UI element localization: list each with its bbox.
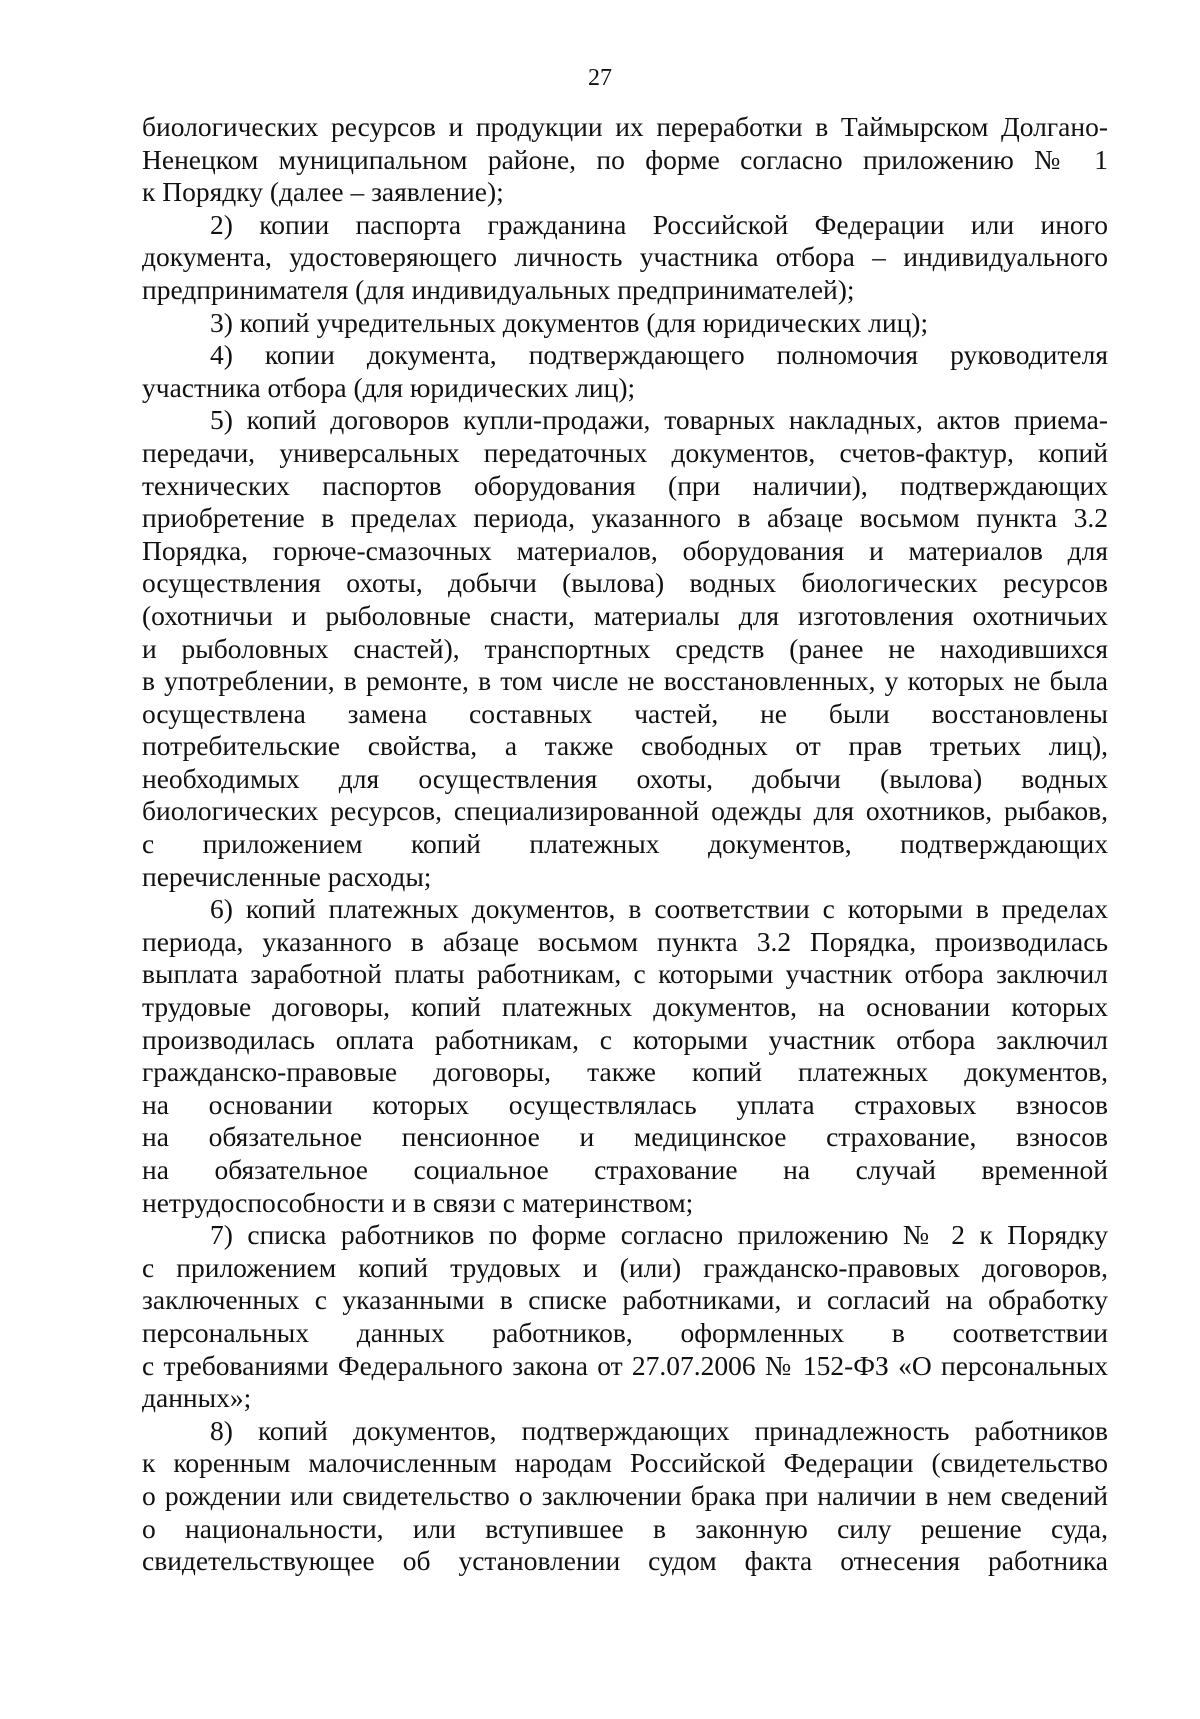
text-line: 6) копий платежных документов, в соответствии с которыми в пределах: [210, 893, 1108, 925]
text-line: данных»;: [142, 1382, 252, 1414]
text-line: 5) копий договоров купли-продажи, товарных накладных, актов приема-: [210, 404, 1108, 436]
text-line: Порядка, горюче-смазочных материалов, оборудования и материалов для: [142, 534, 1108, 566]
text-line: производилась оплата работникам, с которыми участник отбора заключил: [142, 1023, 1108, 1055]
text-line: нетрудоспособности и в связи с материнством;: [142, 1186, 694, 1218]
text-line: заключенных с указанными в списке работниками, и согласий на обработку: [142, 1284, 1108, 1316]
text-line: (охотничьи и рыболовные снасти, материалы для изготовления охотничьих: [142, 599, 1108, 631]
text-line: Ненецком муниципальном районе, по форме согласно приложению № 1: [142, 143, 1108, 175]
text-line: 4) копии документа, подтверждающего полномочия руководителя: [210, 339, 1108, 371]
text-line: к Порядку (далее – заявление);: [142, 176, 504, 208]
text-line: выплата заработной платы работникам, с которыми участник отбора заключил: [142, 958, 1108, 990]
text-line: о рождении или свидетельство о заключении брака при наличии в нем сведений: [142, 1479, 1108, 1511]
document-body: [142, 111, 1108, 1578]
text-line: 2) копии паспорта гражданина Российской Федерации или иного: [210, 208, 1108, 240]
text-line: потребительские свойства, а также свободных от прав третьих лиц),: [142, 730, 1108, 762]
text-line: и рыболовных снастей), транспортных средств (ранее не находившихся: [142, 632, 1108, 664]
page-number: 27: [588, 65, 612, 91]
text-line: необходимых для осуществления охоты, добычи (вылова) водных: [142, 762, 1108, 794]
text-line: 8) копий документов, подтверждающих принадлежность работников: [210, 1414, 1108, 1446]
text-line: к коренным малочисленным народам Российской Федерации (свидетельство: [142, 1447, 1108, 1479]
text-line: 3) копий учредительных документов (для юридических лиц);: [210, 306, 929, 338]
text-line: с требованиями Федерального закона от 27.07.2006 № 152-ФЗ «О персональных: [142, 1349, 1108, 1381]
text-line: на обязательное социальное страхование на случай временной: [142, 1154, 1108, 1185]
text-line: свидетельствующее об установлении судом факта отнесения работника: [142, 1545, 1108, 1577]
text-line: документа, удостоверяющего личность участника отбора – индивидуального: [142, 241, 1108, 273]
text-line: участника отбора (для юридических лиц);: [142, 371, 636, 403]
text-line: на основании которых осуществлялась уплата страховых взносов: [142, 1088, 1108, 1120]
text-line: передачи, универсальных передаточных документов, счетов-фактур, копий: [142, 436, 1108, 468]
text-line: осуществления охоты, добычи (вылова) водных биологических ресурсов: [142, 567, 1108, 599]
text-line: приобретение в пределах периода, указанного в абзаце восьмом пункта 3.2: [142, 502, 1108, 534]
text-line: персональных данных работников, оформленных в соответствии: [142, 1316, 1108, 1348]
text-line: 7) списка работников по форме согласно приложению № 2 к Порядку: [210, 1219, 1108, 1251]
text-line: трудовые договоры, копий платежных документов, на основании которых: [142, 991, 1108, 1023]
text-line: о национальности, или вступившее в законную силу решение суда,: [142, 1512, 1108, 1544]
text-line: с приложением копий платежных документов, подтверждающих: [142, 828, 1108, 860]
text-line: на обязательное пенсионное и медицинское страхование, взносов: [142, 1121, 1108, 1153]
text-line: в употреблении, в ремонте, в том числе не восстановленных, у которых не была: [142, 665, 1108, 697]
text-line: осуществлена замена составных частей, не были восстановлены: [142, 697, 1108, 729]
text-line: биологических ресурсов, специализированной одежды для охотников, рыбаков,: [142, 795, 1108, 827]
text-line: гражданско-правовые договоры, также копий платежных документов,: [142, 1056, 1108, 1088]
text-line: предпринимателя (для индивидуальных предпринимателей);: [142, 273, 855, 305]
text-line: с приложением копий трудовых и (или) гражданско-правовых договоров,: [142, 1251, 1108, 1283]
text-line: перечисленные расходы;: [142, 860, 432, 892]
text-line: технических паспортов оборудования (при наличии), подтверждающих: [142, 469, 1108, 501]
text-line: периода, указанного в абзаце восьмом пункта 3.2 Порядка, производилась: [142, 925, 1108, 957]
text-line: биологических ресурсов и продукции их переработки в Таймырском Долгано-: [142, 111, 1108, 142]
